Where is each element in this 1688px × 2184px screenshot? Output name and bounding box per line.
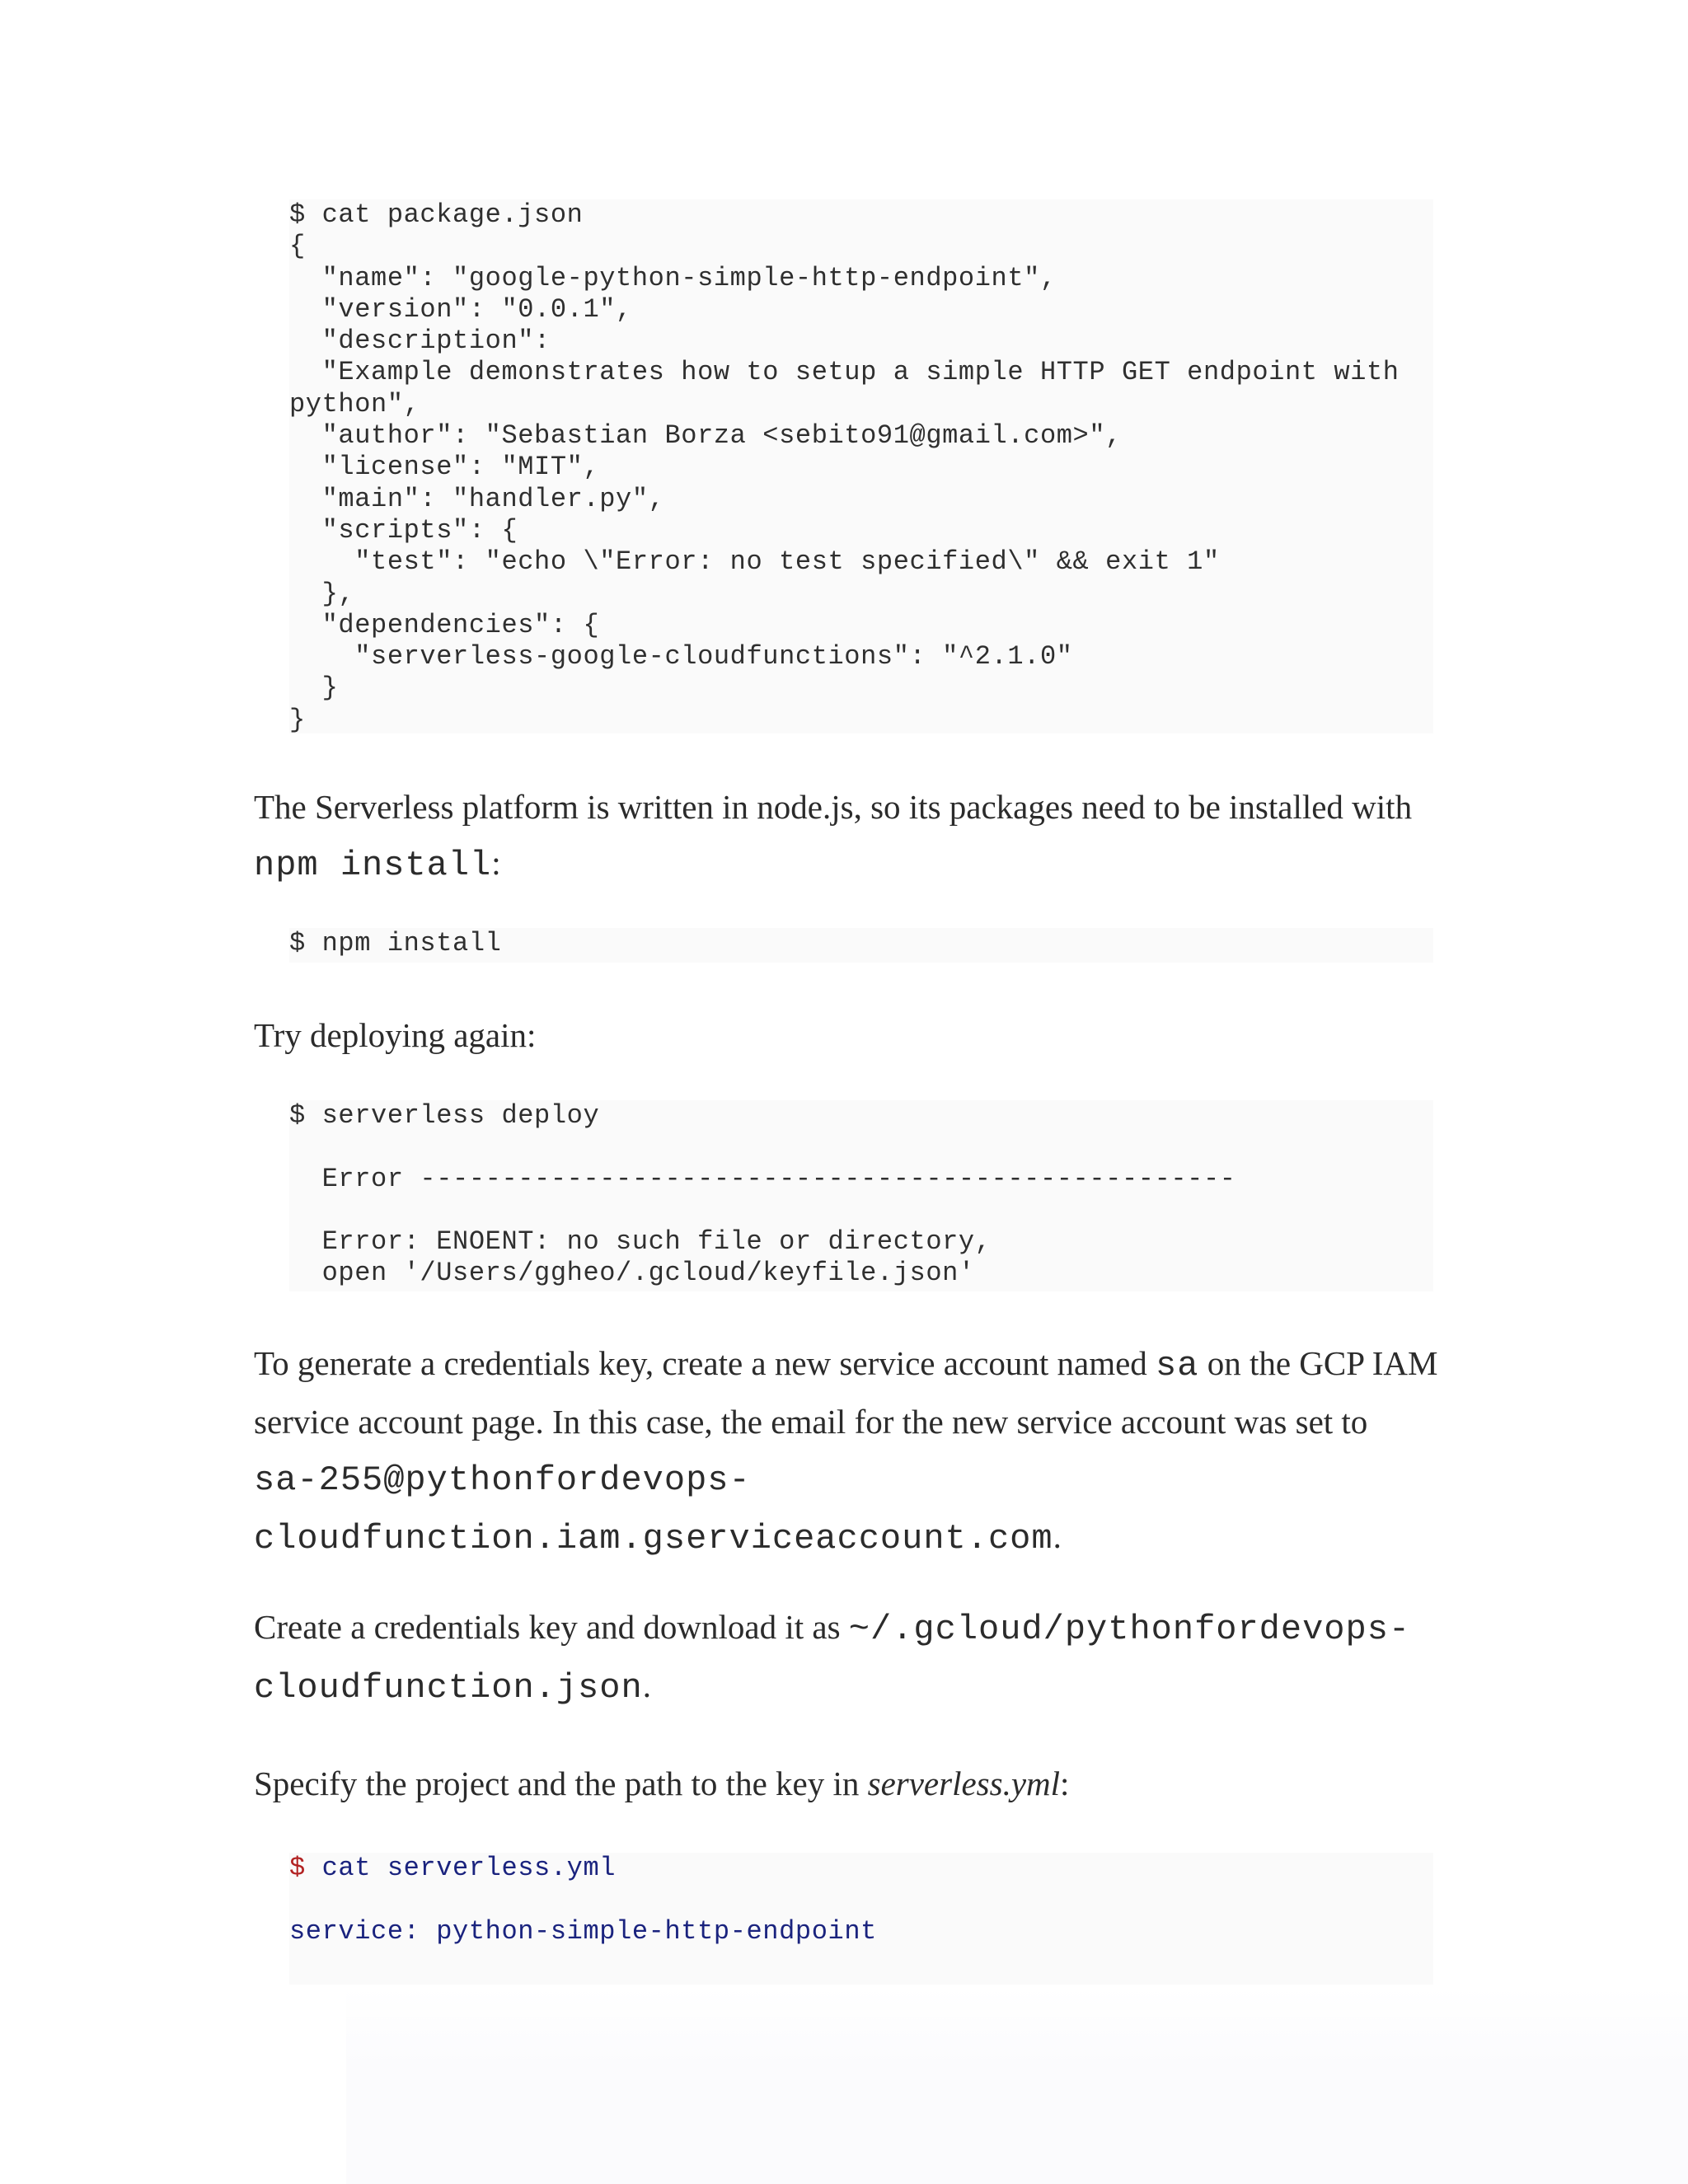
code-block-npm-install <box>289 928 1433 963</box>
shell-command: cat serverless.yml <box>305 1853 617 1883</box>
paragraph-generate-credentials <box>254 1335 1441 1567</box>
code-block-serverless-yml <box>289 1853 1433 1985</box>
paragraph-text: . <box>642 1666 651 1704</box>
code-line: } <box>289 704 306 735</box>
code-line: "main": "handler.py", <box>289 483 665 514</box>
code-block-package-json <box>289 199 1433 733</box>
code-line: "description": <box>289 326 551 357</box>
code-line: } <box>289 673 339 704</box>
paragraph-text: Try deploying again: <box>254 1016 537 1054</box>
code-line: Error: ENOENT: no such file or directory, <box>289 1226 992 1258</box>
yaml-key: service: <box>289 1915 420 1947</box>
paragraph-try-deploying <box>254 1007 1441 1063</box>
code-line: { <box>289 231 306 262</box>
code-line <box>289 1132 1433 1163</box>
code-line: open '/Users/ggheo/.gcloud/keyfile.json' <box>289 1258 975 1289</box>
code-line <box>289 1195 1433 1226</box>
paragraph-text: Specify the project and the path to the key in <box>254 1765 868 1802</box>
inline-code: sa <box>1156 1346 1199 1385</box>
paragraph-specify-project <box>254 1755 1441 1811</box>
code-block-serverless-deploy <box>289 1100 1433 1291</box>
code-line: "license": "MIT", <box>289 452 600 483</box>
code-line: "name": "google-python-simple-http-endpoint", <box>289 262 1057 293</box>
code-line: "test": "echo \"Error: no test specified\" && exit 1" <box>289 546 1220 578</box>
paragraph-text: To generate a credentials key, create a new service account named <box>254 1344 1156 1382</box>
code-line: "version": "0.0.1", <box>289 293 632 325</box>
yaml-value: python-simple-http-endpoint <box>420 1915 877 1947</box>
code-line: "author": "Sebastian Borza <sebito91@gmail.com>", <box>289 420 1122 452</box>
inline-code: ~/.gcloud/pythonfordevops-cloudfunction.json <box>254 1610 1411 1708</box>
code-line-blank <box>289 1884 1433 1915</box>
paragraph-text: Create a credentials key and download it as <box>254 1608 849 1646</box>
code-line: "scripts": { <box>289 514 518 546</box>
code-line: $ cat package.json <box>289 199 584 230</box>
code-line: python", <box>289 388 420 419</box>
file-name-emphasis: serverless.yml <box>867 1765 1061 1802</box>
paragraph-text: The Serverless platform is written in node.js, so its packages need to be installed with <box>254 788 1413 826</box>
inline-code: npm install <box>254 846 492 885</box>
code-line: $ npm install <box>289 928 502 958</box>
code-line <box>289 1853 1433 1884</box>
paragraph-text: . <box>1053 1517 1062 1555</box>
inline-code: sa-255@pythonfordevops-cloudfunction.iam.gserviceaccount.com <box>254 1460 1053 1558</box>
code-line: }, <box>289 578 355 609</box>
code-line: "dependencies": { <box>289 609 600 640</box>
paragraph-text: : <box>491 844 501 882</box>
code-line: "Example demonstrates how to setup a simple HTTP GET endpoint with <box>289 357 1400 388</box>
shell-prompt: $ <box>289 1853 306 1883</box>
page-bottom-shade <box>346 1986 1688 2184</box>
paragraph-text: on the GCP IAM service account page. In this case, the email for the new service account was set to <box>254 1344 1438 1441</box>
code-line: "serverless-google-cloudfunctions": "^2.1.0" <box>289 641 1073 673</box>
paragraph-npm-install <box>254 779 1441 893</box>
code-line: $ serverless deploy <box>289 1100 600 1131</box>
paragraph-text: : <box>1060 1765 1070 1802</box>
paragraph-download-key <box>254 1599 1441 1716</box>
code-line <box>289 1916 1433 1947</box>
code-line: Error -------------------------------------------------- <box>289 1163 1236 1194</box>
